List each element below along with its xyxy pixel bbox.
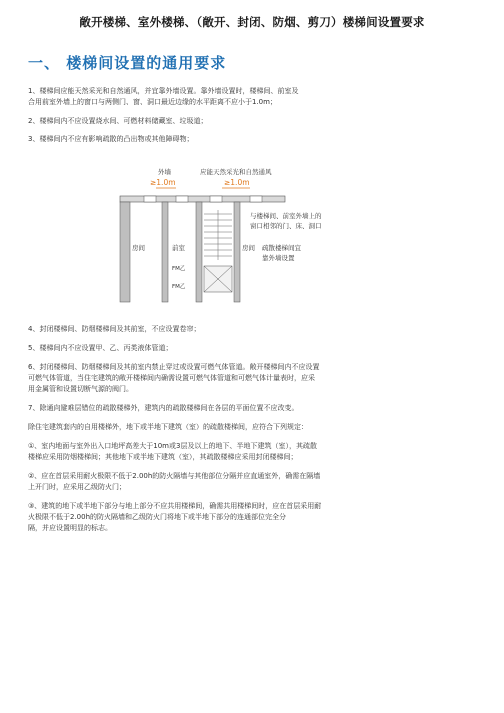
dim-left-text: ≥1.0m <box>150 178 176 187</box>
rule-6-line-2: 可燃气体管道，当住宅建筑的敞开楼梯间内确需设置可燃气体管道和可燃气体计量表时，应采 <box>28 374 315 382</box>
note-window-distance-line-1: 与楼梯间、前室外墙上的 <box>250 212 322 220</box>
anteroom-label: 前室 <box>172 244 185 252</box>
stairwell-diagram <box>100 166 330 314</box>
room-right-label: 房间 <box>242 244 255 252</box>
outer-wall-label: 外墙 <box>158 168 171 176</box>
sub-rule-3-line-2: 火极限不低于2.00h的防火隔墙和乙级防火门将地下或半地下部分的连通部位完全分 <box>28 513 287 521</box>
natural-light-label: 应能天然采光和自然通风 <box>200 168 272 176</box>
section-heading: 一、 楼梯间设置的通用要求 <box>28 54 227 72</box>
sub-rule-1-line-1: ①、室内地面与室外出入口地坪高差大于10m或3层及以上的地下、半地下建筑（室），其疏散 <box>28 442 317 450</box>
wall-stair-right <box>234 202 240 302</box>
wall-stair-left <box>196 202 202 302</box>
window-right <box>250 196 262 202</box>
rule-7: 7、除通向避难层错位的疏散楼梯外，建筑内的疏散楼梯间在各层的平面位置不应改变。 <box>28 404 299 412</box>
rule-4: 4、封闭楼梯间、防烟楼梯间及其前室，不应设置卷帘； <box>28 325 201 333</box>
rule-2: 2、楼梯间内不应设置烧水间、可燃材料储藏室、垃圾道； <box>28 117 208 125</box>
window-left <box>144 196 156 202</box>
wall-left <box>120 202 130 302</box>
rule-1-line-1: 1、楼梯间应能天然采光和自然通风，并宜靠外墙设置。靠外墙设置时，楼梯间、前室及 <box>28 87 299 95</box>
note-stair-line-1: 疏散楼梯间宜 <box>262 244 301 252</box>
window-stair <box>210 196 222 202</box>
sub-rule-3-line-3: 隔，并应设置明显的标志。 <box>28 524 112 532</box>
sub-rule-2-line-1: ②、应在首层采用耐火极限不低于2.00h的防火隔墙与其他部位分隔并应直通室外，确需在隔墙 <box>28 472 321 480</box>
note-stair-line-2: 靠外墙设置 <box>262 254 295 262</box>
rule-6-line-3: 用金属管和设置切断气源的阀门。 <box>28 385 133 393</box>
note-window-distance-line-2: 窗口相邻的门、床、洞口 <box>250 222 322 230</box>
rule-1-line-2: 合用前室外墙上的窗口与两侧门、窗、洞口最近边缘的水平距离不应小于1.0m； <box>28 98 277 106</box>
fm-label-1: FM乙 <box>172 266 186 272</box>
document-title: 敞开楼梯、室外楼梯、（敞开、封闭、防烟、剪刀）楼梯间设置要求 <box>79 15 425 29</box>
rule-5: 5、楼梯间内不应设置甲、乙、丙类液体管道； <box>28 344 173 352</box>
room-left-label: 房间 <box>132 244 145 252</box>
fm-label-2: FM乙 <box>172 284 186 290</box>
underground-intro: 除住宅建筑套内的自用楼梯外，地下或半地下建筑（室）的疏散楼梯间，应符合下列规定： <box>28 423 308 431</box>
stair-treads <box>204 210 232 260</box>
rule-6-line-1: 6、封闭楼梯间、防烟楼梯间及其前室内禁止穿过或设置可燃气体管道。敞开楼梯间内不应设置 <box>28 363 320 371</box>
sub-rule-3-line-1: ③、建筑的地下或半地下部分与地上部分不应共用楼梯间，确需共用楼梯间时，应在首层采用耐 <box>28 502 322 510</box>
sub-rule-2-line-2: 上开门时，应采用乙级防火门； <box>28 483 126 491</box>
dim-right-text: ≥1.0m <box>224 178 250 187</box>
window-anteroom <box>176 196 188 202</box>
wall-anteroom-left <box>162 202 168 302</box>
sub-rule-1-line-2: 楼梯应采用防烟楼梯间；其他地下或半地下建筑（室），其疏散楼梯应采用封闭楼梯间； <box>28 453 298 461</box>
rule-3: 3、楼梯间内不应有影响疏散的凸出物或其他障碍物； <box>28 135 194 143</box>
